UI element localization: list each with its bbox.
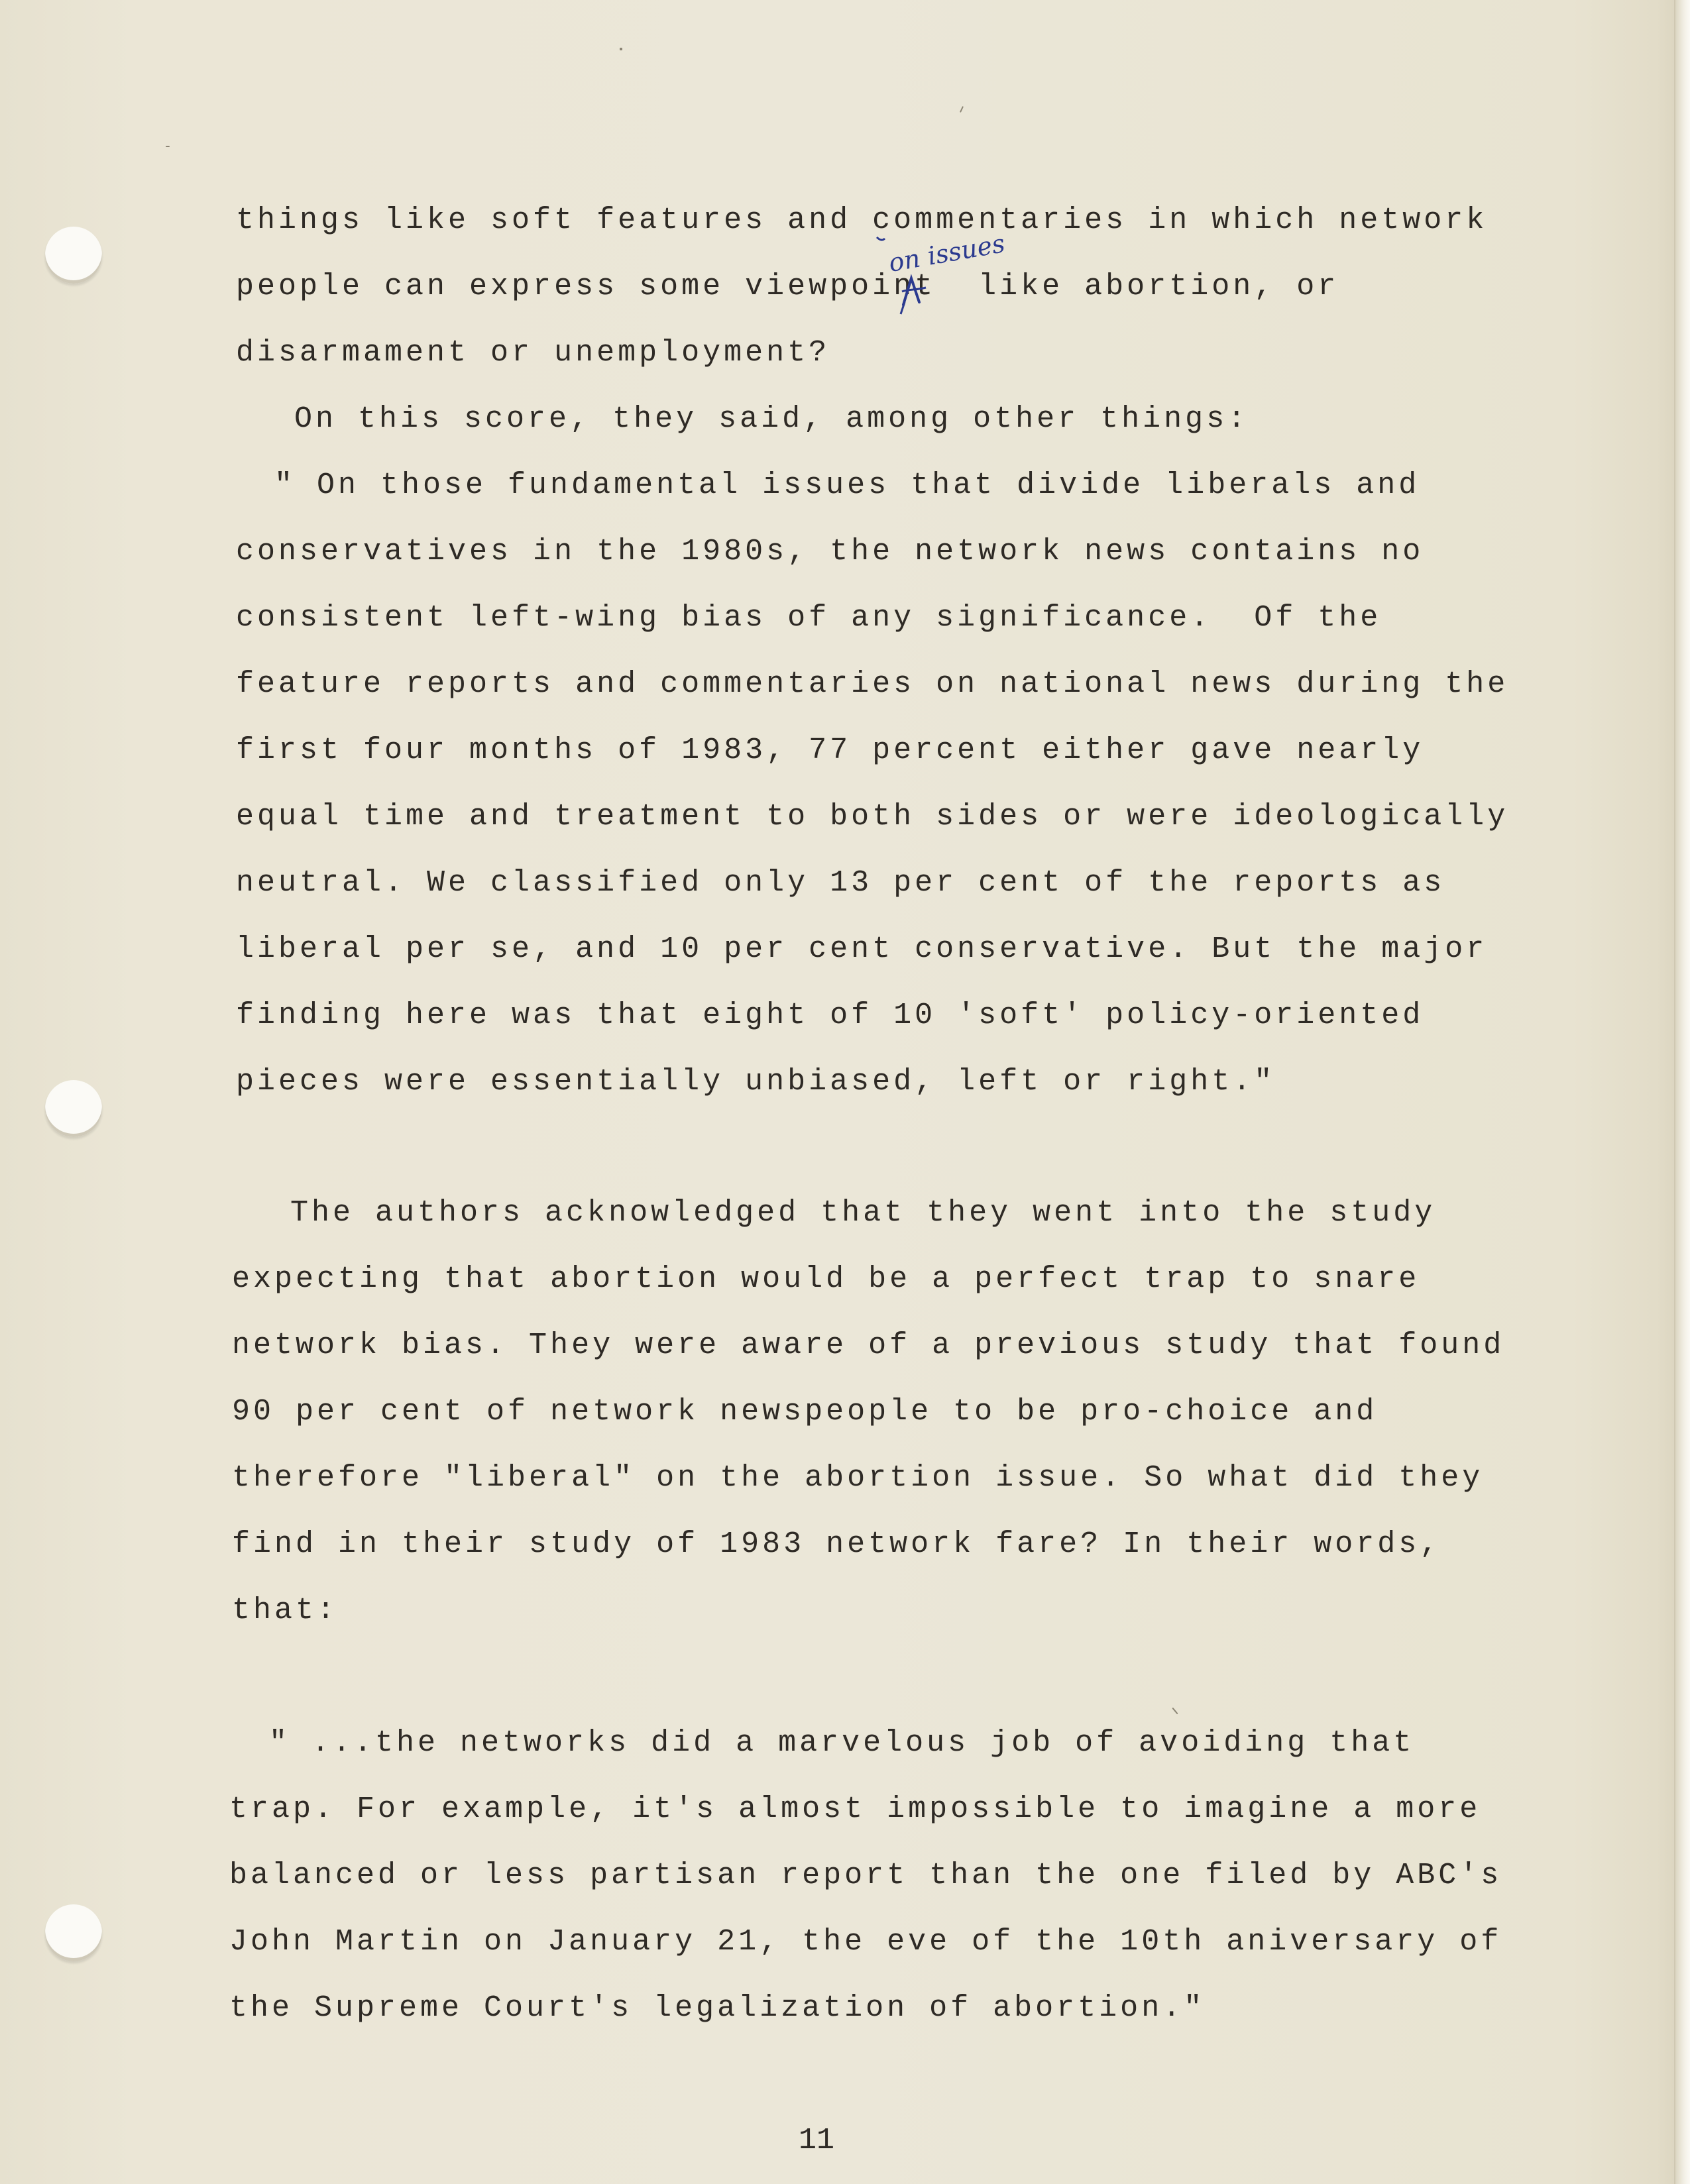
text-line: therefore "liberal" on the abortion issue. So what did they <box>232 1461 1484 1495</box>
text-line: trap. For example, it's almost impossible to imagine a more <box>229 1792 1481 1826</box>
text-line: first four months of 1983, 77 percent either gave nearly <box>236 734 1424 767</box>
text-line: conservatives in the 1980s, the network news contains no <box>236 535 1424 569</box>
text-line: feature reports and commentaries on national news during the <box>236 667 1509 701</box>
text-line: network bias. They were aware of a previous study that found <box>232 1329 1505 1362</box>
punch-hole <box>45 227 102 284</box>
paper-speck <box>620 48 622 50</box>
paper-speck <box>1172 1708 1178 1714</box>
text-line: that: <box>232 1594 339 1627</box>
text-line: " ...the networks did a marvelous job of avoiding that <box>269 1726 1415 1760</box>
text-line: pieces were essentially unbiased, left or right." <box>236 1065 1276 1099</box>
paper-speck <box>166 146 170 147</box>
text-line: " On those fundamental issues that divide liberals and <box>274 468 1420 502</box>
text-line: John Martin on January 21, the eve of the 10th aniversary of <box>229 1925 1502 1959</box>
text-line: expecting that abortion would be a perfect trap to snare <box>232 1262 1420 1296</box>
handwritten-insertion: on issues <box>886 228 1007 278</box>
paper-speck <box>960 106 964 113</box>
text-line: consistent left-wing bias of any significance. Of the <box>236 601 1382 635</box>
text-line: people can express some viewpoint like abortion, or <box>236 270 1339 303</box>
punch-hole <box>45 1904 102 1961</box>
page-edge <box>1674 0 1690 2184</box>
text-line: the Supreme Court's legalization of abortion." <box>229 1991 1206 2025</box>
text-line: neutral. We classified only 13 per cent of the reports as <box>236 866 1445 900</box>
text-line: things like soft features and commentaries in which network <box>236 203 1488 237</box>
text-line: find in their study of 1983 network fare? In their words, <box>232 1527 1441 1561</box>
punch-hole <box>45 1080 102 1137</box>
page-number: 11 <box>799 2124 835 2157</box>
text-line: disarmament or unemployment? <box>236 336 830 370</box>
text-line: balanced or less partisan report than the one filed by ABC's <box>229 1859 1502 1892</box>
text-line: 90 per cent of network newspeople to be pro-choice and <box>232 1395 1378 1429</box>
text-line: The authors acknowledged that they went into the study <box>290 1196 1436 1230</box>
text-line: finding here was that eight of 10 'soft' policy-oriented <box>236 999 1424 1032</box>
text-line: equal time and treatment to both sides or were ideologically <box>236 800 1509 834</box>
text-line: liberal per se, and 10 per cent conservative. But the major <box>236 932 1488 966</box>
text-line: On this score, they said, among other things: <box>294 402 1249 436</box>
